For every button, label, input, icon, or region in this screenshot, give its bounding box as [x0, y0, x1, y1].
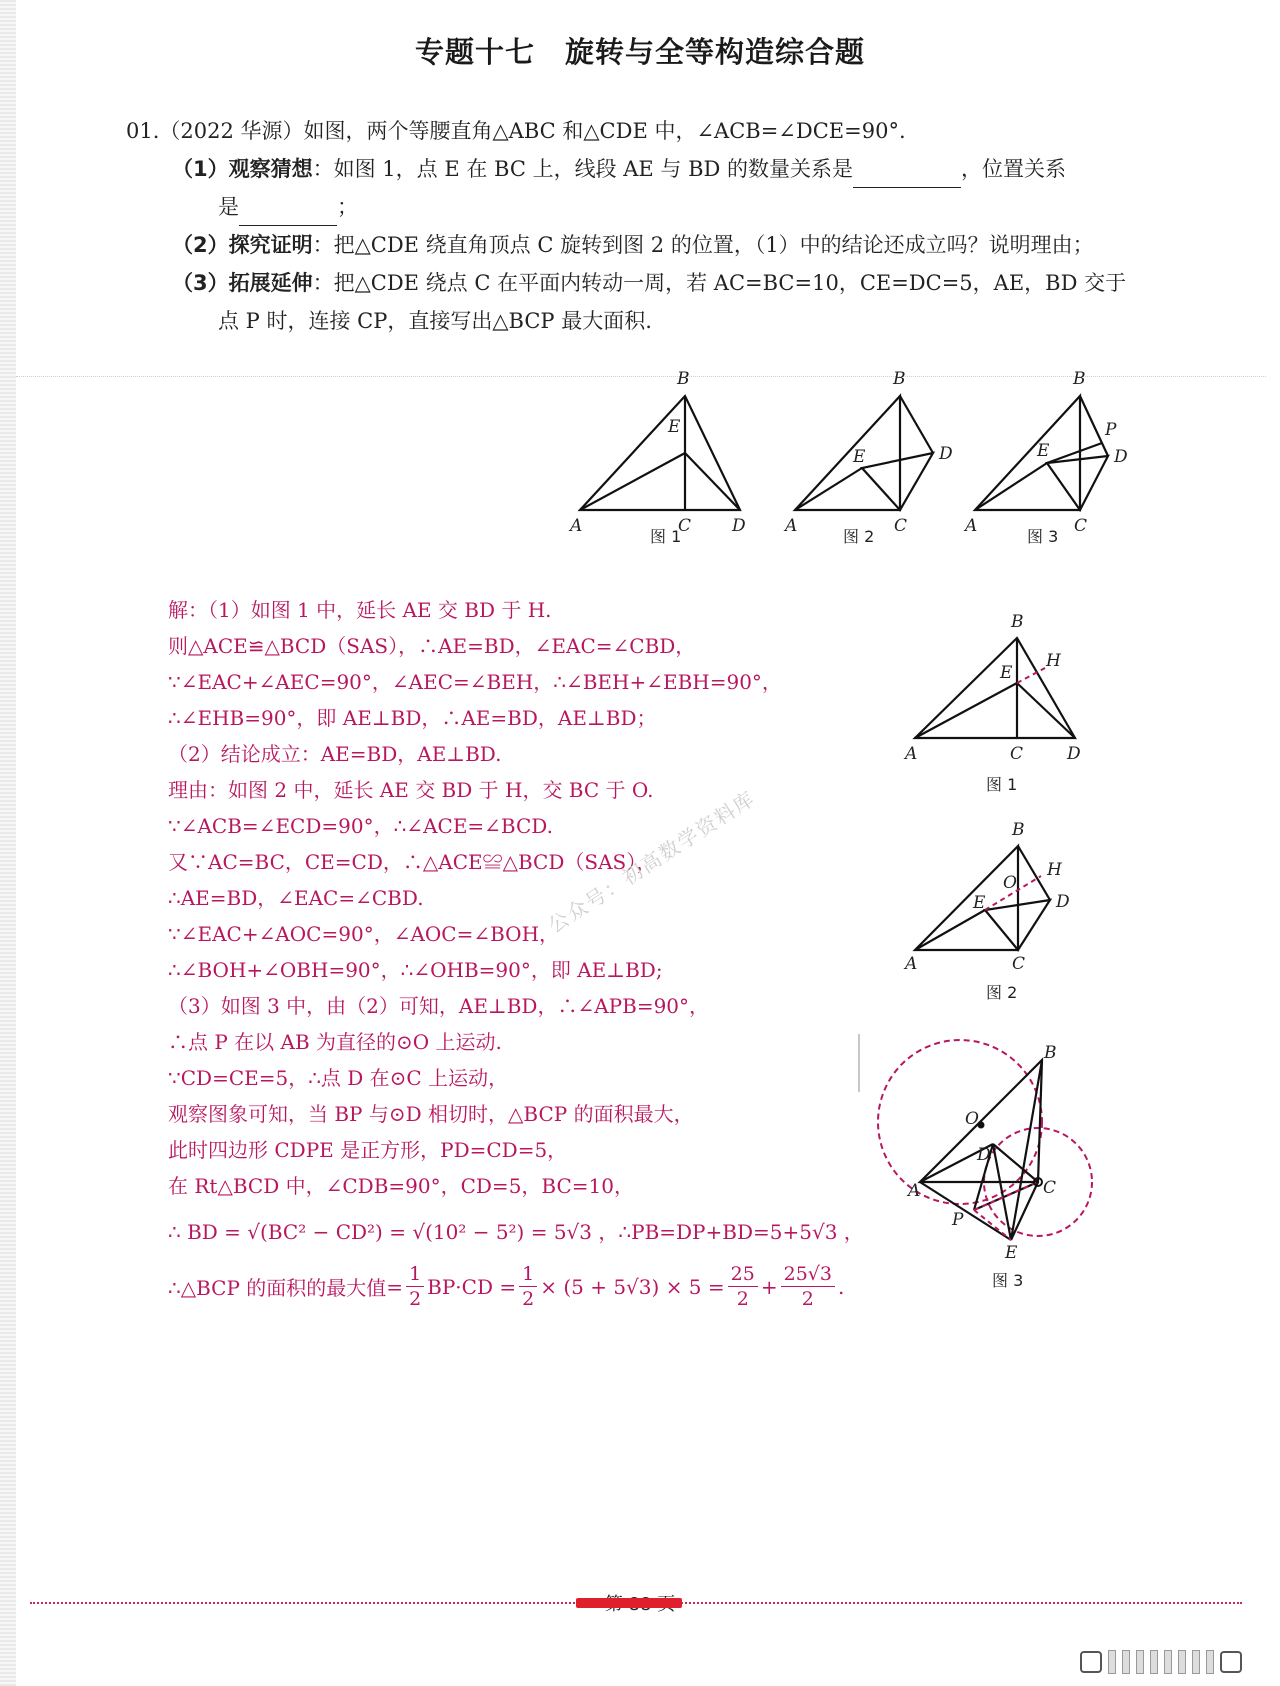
vertical-rule: [858, 1034, 860, 1092]
label-A: A: [965, 516, 978, 536]
label-C: C: [1043, 1178, 1057, 1198]
answer-blank-1: [853, 161, 961, 188]
final-mid-2: × (5 + 5√3) × 5 =: [540, 1274, 725, 1299]
label-H: H: [1046, 651, 1061, 671]
answer-blank-2: [239, 199, 337, 226]
solution-figure-3: [880, 1030, 1110, 1300]
caption-fig2: 图 2: [843, 527, 875, 546]
label-E: E: [668, 417, 681, 437]
label-B: B: [1012, 820, 1025, 840]
solution-line: 则△ACE≌△BCD（SAS），∴AE=BD，∠EAC=∠CBD，: [168, 634, 696, 658]
label-C: C: [1012, 954, 1026, 974]
part-1-label: （1）观察猜想: [172, 157, 313, 181]
label-D: D: [977, 1145, 991, 1165]
label-B: B: [893, 369, 906, 389]
solution-line: 观察图象可知，当 BP 与⊙D 相切时，△BCP 的面积最大，: [168, 1102, 694, 1126]
label-E: E: [973, 893, 986, 913]
part-2-label: （2）探究证明: [172, 233, 313, 257]
top-figure-3: [965, 368, 1135, 553]
top-figure-1: [570, 368, 750, 553]
solution-line: ∴ BD = √(BC² − CD²) = √(10² − 5²) = 5√3 ，∴PB=DP+BD=5+5√3 ，: [168, 1220, 864, 1244]
caption-sol-fig2: 图 2: [986, 983, 1018, 1002]
label-P: P: [1105, 420, 1117, 440]
toolbar-icons: [1080, 1650, 1242, 1674]
label-A: A: [908, 1181, 921, 1201]
part-3-label: （3）拓展延伸: [172, 271, 313, 295]
label-B: B: [1044, 1043, 1057, 1063]
label-C: C: [678, 516, 692, 536]
problem-part-3: [126, 264, 1166, 302]
part-1-cont-b: ；: [337, 195, 358, 219]
solution-figure-2: [900, 818, 1100, 1008]
solution-line: 在 Rt△BCD 中，∠CDB=90°，CD=5，BC=10，: [168, 1174, 634, 1198]
label-D: D: [1114, 447, 1128, 467]
final-end: .: [837, 1274, 845, 1299]
label-A: A: [785, 516, 798, 536]
top-figure-2: [785, 368, 960, 553]
solution-line: ∴点 P 在以 AB 为直径的⊙O 上运动.: [168, 1030, 502, 1054]
page-right-icon[interactable]: [1220, 1651, 1242, 1673]
problem-part-1-cont: [126, 188, 1166, 226]
label-D: D: [732, 516, 746, 536]
final-mid-1: BP·CD =: [427, 1274, 517, 1299]
problem-part-1: [126, 150, 1166, 188]
part-2-text: ：把△CDE 绕直角顶点 C 旋转到图 2 的位置，（1）中的结论还成立吗？说明理由；: [312, 233, 1094, 257]
solution-line: 此时四边形 CDPE 是正方形，PD=CD=5，: [168, 1138, 568, 1162]
label-H: H: [1047, 860, 1062, 880]
fraction: $\frac{1}{2}$: [406, 1262, 424, 1311]
solution-line: ∵∠EAC+∠AEC=90°，∠AEC=∠BEH，∴∠BEH+∠EBH=90°，: [168, 670, 782, 694]
grid-bar-icon: [1192, 1650, 1200, 1674]
label-D: D: [939, 444, 953, 464]
solution-line: （3）如图 3 中，由（2）可知，AE⊥BD，∴∠APB=90°，: [168, 994, 710, 1018]
solution-final-line: [168, 1262, 844, 1311]
solution-line: ∴AE=BD，∠EAC=∠CBD.: [168, 886, 424, 910]
label-C: C: [894, 516, 908, 536]
footer-accent-bar: [576, 1598, 682, 1608]
watermark: 公众号：初高数学资料库: [543, 785, 760, 938]
grid-bar-icon: [1206, 1650, 1214, 1674]
label-E: E: [1000, 663, 1013, 683]
solution-line: 解：（1）如图 1 中，延长 AE 交 BD 于 H.: [168, 598, 552, 622]
page-left-icon[interactable]: [1080, 1651, 1102, 1673]
scan-edge: [0, 0, 16, 1686]
label-B: B: [677, 369, 690, 389]
caption-fig3: 图 3: [1027, 527, 1059, 546]
caption-sol-fig1: 图 1: [986, 775, 1018, 794]
caption-fig1: 图 1: [650, 527, 682, 546]
label-A: A: [570, 516, 583, 536]
grid-bar-icon: [1178, 1650, 1186, 1674]
final-prefix: ∴△BCP 的面积的最大值: [168, 1276, 387, 1300]
grid-bar-icon: [1108, 1650, 1116, 1674]
part-3-text: ：把△CDE 绕点 C 在平面内转动一周，若 AC=BC=10，CE=DC=5，AE，BD 交于: [312, 271, 1127, 295]
label-A: A: [905, 744, 918, 764]
solution-line: ∴∠BOH+∠OBH=90°，∴∠OHB=90°，即 AE⊥BD;: [168, 958, 663, 982]
grid-bar-icon: [1150, 1650, 1158, 1674]
part-1-text-b: ，位置关系: [961, 157, 1067, 181]
grid-bar-icon: [1164, 1650, 1172, 1674]
problem-intro: 01.（2022 华源）如图，两个等腰直角△ABC 和△CDE 中，∠ACB=∠DCE=90°.: [126, 119, 906, 143]
label-B: B: [1011, 612, 1024, 632]
problem-part-2: [126, 226, 1166, 264]
label-O: O: [1003, 873, 1017, 893]
solution-line: ∴∠EHB=90°，即 AE⊥BD，∴AE=BD，AE⊥BD；: [168, 706, 657, 730]
solution-line: ∵∠ACB=∠ECD=90°，∴∠ACE=∠BCD.: [168, 814, 553, 838]
label-C: C: [1074, 516, 1088, 536]
caption-sol-fig3: 图 3: [992, 1271, 1024, 1290]
grid-bar-icon: [1136, 1650, 1144, 1674]
fraction: $\frac{25}{2}$: [728, 1262, 758, 1311]
label-E: E: [853, 447, 866, 467]
solution-figure-1: [900, 610, 1100, 800]
label-D: D: [1067, 744, 1081, 764]
label-E: E: [1005, 1243, 1018, 1263]
solution-line: 又∵AC=BC，CE=CD，∴△ACE≌△BCD（SAS），: [168, 850, 657, 874]
solution-line: ∵∠EAC+∠AOC=90°，∠AOC=∠BOH，: [168, 922, 560, 946]
label-B: B: [1073, 369, 1086, 389]
problem-statement: [126, 112, 1166, 340]
label-D: D: [1056, 892, 1070, 912]
part-1-text-a: ：如图 1，点 E 在 BC 上，线段 AE 与 BD 的数量关系是: [312, 157, 854, 181]
solution-line: ∵CD=CE=5，∴点 D 在⊙C 上运动，: [168, 1066, 509, 1090]
grid-bar-icon: [1122, 1650, 1130, 1674]
fraction: $\frac{1}{2}$: [519, 1262, 537, 1311]
part-1-cont-a: 是: [218, 195, 239, 219]
solution-block: [168, 592, 868, 1260]
solution-line: （2）结论成立：AE=BD，AE⊥BD.: [168, 742, 502, 766]
problem-part-3-cont: 点 P 时，连接 CP，直接写出△BCP 最大面积.: [218, 309, 652, 333]
label-C: C: [1010, 744, 1024, 764]
label-E: E: [1037, 441, 1050, 461]
solution-line: 理由：如图 2 中，延长 AE 交 BD 于 H，交 BC 于 O.: [168, 778, 654, 802]
label-A: A: [905, 954, 918, 974]
final-eq: =: [386, 1274, 404, 1299]
fraction: $\frac{25√3}{2}$: [781, 1262, 835, 1311]
page-title: 专题十七 旋转与全等构造综合题: [414, 35, 865, 69]
circle-O: [878, 1040, 1042, 1204]
label-O: O: [965, 1109, 979, 1129]
label-P: P: [952, 1210, 964, 1230]
final-plus: +: [760, 1274, 778, 1299]
